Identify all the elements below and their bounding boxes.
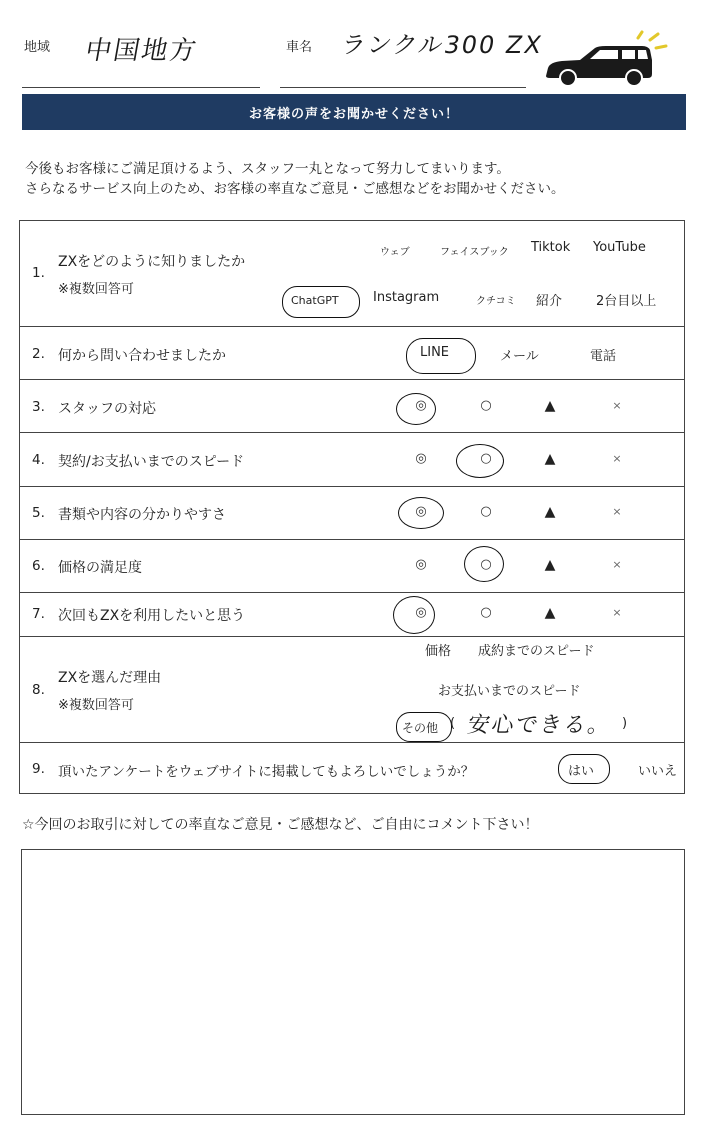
q7-excellent[interactable]: ◎: [415, 605, 427, 620]
q2-number: 2.: [32, 346, 45, 362]
q5-text: 書類や内容の分かりやすさ: [58, 507, 226, 523]
q1-option-second-car[interactable]: 2台目以上: [596, 294, 657, 309]
q5-excellent[interactable]: ◎: [415, 504, 427, 519]
q1-option-facebook[interactable]: フェイスブック: [440, 247, 509, 258]
q1-option-chatgpt[interactable]: ChatGPT: [291, 294, 339, 307]
row-divider: [19, 326, 685, 327]
q1-option-instagram[interactable]: Instagram: [373, 290, 440, 305]
q8-other-value: 安心できる。: [465, 713, 614, 738]
q3-good[interactable]: ○: [480, 398, 492, 413]
row-divider: [19, 636, 685, 637]
q3-text: スタッフの対応: [58, 401, 156, 417]
q8-other-close-paren: ): [622, 716, 628, 731]
row-divider: [19, 379, 685, 380]
q6-poor[interactable]: ×: [612, 558, 622, 571]
comment-box[interactable]: [21, 849, 685, 1115]
intro-line-1: 今後もお客様にご満足頂けるよう、スタッフ一丸となって努力してまいります。: [25, 161, 510, 177]
row-divider: [19, 539, 685, 540]
q4-excellent[interactable]: ◎: [415, 451, 427, 466]
q6-fair[interactable]: ▲: [544, 557, 556, 573]
q7-number: 7.: [32, 606, 45, 622]
car-underline: [280, 87, 526, 88]
q1-text: ZXをどのように知りましたか: [58, 254, 246, 270]
q5-number: 5.: [32, 505, 45, 521]
intro-line-2: さらなるサービス向上のため、お客様の率直なご意見・ご感想などをお聞かせください。: [25, 181, 565, 197]
q2-text: 何から問い合わせましたか: [58, 348, 226, 364]
q1-option-youtube[interactable]: YouTube: [593, 240, 646, 255]
q8-note: ※複数回答可: [58, 698, 134, 713]
q7-good[interactable]: ○: [480, 605, 492, 620]
q4-poor[interactable]: ×: [612, 452, 622, 465]
q3-poor[interactable]: ×: [612, 399, 622, 412]
q3-fair[interactable]: ▲: [544, 398, 556, 414]
q5-good[interactable]: ○: [480, 504, 492, 519]
q1-note: ※複数回答可: [58, 282, 134, 297]
row-divider: [19, 742, 685, 743]
q4-text: 契約/お支払いまでのスピード: [58, 454, 245, 470]
q8-option-other[interactable]: その他: [402, 721, 439, 735]
comment-title: ☆今回のお取引に対しての率直なご意見・ご感想など、ご自由にコメント下さい！: [22, 817, 539, 833]
q2-option-line[interactable]: LINE: [420, 345, 450, 360]
q2-option-phone[interactable]: 電話: [590, 349, 617, 364]
survey-banner: お客様の声をお聞かせください！: [22, 94, 686, 130]
q4-number: 4.: [32, 452, 45, 468]
q5-fair[interactable]: ▲: [544, 504, 556, 520]
q6-text: 価格の満足度: [58, 560, 142, 576]
region-value: 中国地方: [82, 36, 201, 66]
q4-fair[interactable]: ▲: [544, 451, 556, 467]
car-icon: [540, 30, 680, 94]
row-divider: [19, 486, 685, 487]
q1-option-tiktok[interactable]: Tiktok: [531, 240, 571, 255]
q9-option-no[interactable]: いいえ: [638, 764, 678, 779]
q7-text: 次回もZXを利用したいと思う: [58, 608, 246, 624]
q1-number: 1.: [32, 265, 45, 281]
q3-excellent[interactable]: ◎: [415, 398, 427, 413]
q8-number: 8.: [32, 682, 45, 698]
q1-option-referral[interactable]: 紹介: [536, 294, 563, 309]
region-underline: [22, 87, 260, 88]
region-label: 地域: [24, 40, 51, 55]
q7-poor[interactable]: ×: [612, 606, 622, 619]
q5-poor[interactable]: ×: [612, 505, 622, 518]
row-divider: [19, 432, 685, 433]
car-label: 車名: [286, 40, 313, 55]
q8-text: ZXを選んだ理由: [58, 670, 162, 686]
q6-excellent[interactable]: ◎: [415, 557, 427, 572]
q1-option-web[interactable]: ウェブ: [380, 247, 410, 258]
car-value: ランクル300 ZX: [339, 31, 546, 59]
q4-good[interactable]: ○: [480, 451, 492, 466]
q1-option-word-of-mouth[interactable]: クチコミ: [476, 296, 516, 307]
q8-option-payment-speed[interactable]: お支払いまでのスピード: [438, 684, 581, 699]
q2-option-email[interactable]: メール: [500, 349, 539, 364]
q9-text: 頂いたアンケートをウェブサイトに掲載してもよろしいでしょうか？: [58, 764, 475, 780]
q8-option-price[interactable]: 価格: [425, 644, 452, 659]
q6-good[interactable]: ○: [480, 557, 492, 572]
q3-number: 3.: [32, 399, 45, 415]
q8-option-contract-speed[interactable]: 成約までのスピード: [478, 644, 595, 659]
q9-number: 9.: [32, 761, 45, 777]
row-divider: [19, 592, 685, 593]
q6-number: 6.: [32, 558, 45, 574]
q8-other-open-paren: (: [450, 716, 456, 731]
q9-option-yes[interactable]: はい: [568, 764, 595, 779]
q7-fair[interactable]: ▲: [544, 605, 556, 621]
